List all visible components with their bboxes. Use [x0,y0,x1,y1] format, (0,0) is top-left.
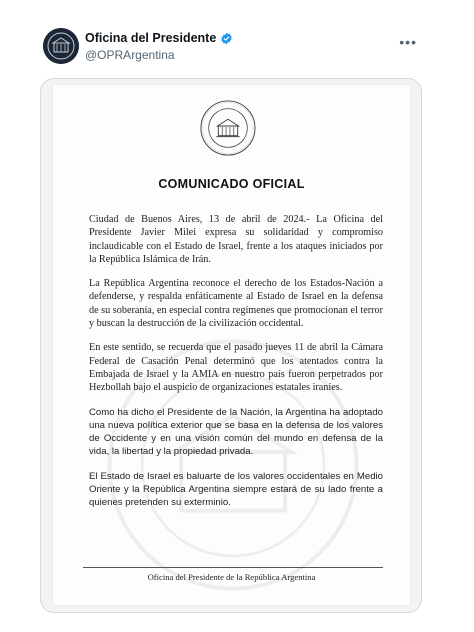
name-line [85,31,233,45]
avatar[interactable] [43,28,79,64]
paragraph-foreign-policy: Como ha dicho el Presidente de la Nación, la Argentina ha adoptado una nueva política exterior que se basa en la defensa de los valores de Occidente y en una visión común del mundo en defensa de la vida, la libertad y la propiedad privada. [89,406,383,458]
paragraph-amia: En este sentido, se recuerda que el pasado jueves 11 de abril la Cámara Federal de Casación Penal determinó que los atentados contra la Embajada de Israel y la AMIA en nuestro país fueron perpetrados por Hezbollah bajo el auspicio de organizaciones estatales iraníes. [89,342,383,394]
account-handle[interactable]: @OPRArgentina [85,48,175,62]
presidential-seal-icon [199,99,257,157]
paragraph-israel-bulwark: El Estado de Israel es baluarte de los valores occidentales en Medio Oriente y la República Argentina siempre estará de su lado frente a quienes pretenden su exterminio. [89,470,383,509]
seal-avatar-icon [43,28,79,64]
tweet-header [43,28,433,68]
verified-badge-icon [220,32,233,45]
document-title: COMUNICADO OFICIAL [158,177,305,191]
more-options-icon[interactable]: ••• [399,34,417,50]
paragraph-recognition: La República Argentina reconoce el derecho de los Estados-Nación a defenderse, y respalda enfáticamente al Estado de Israel en la defensa de su soberanía, en especial contra regímenes que promocionan el terror y buscan la destrucción de la civilización occidental. [89,278,383,330]
official-statement-document [53,85,410,605]
paragraph-date: Ciudad de Buenos Aires, 13 de abril de 2024.- La Oficina del Presidente Javier Milei expresa su solidaridad y compromiso inclaudicable con el Estado de Israel, frente a los ataques iniciados por la República Islámica de Irán. [89,214,383,265]
document-body [89,213,383,521]
document-footer: Oficina del Presidente de la República Argentina [147,572,316,582]
footer-divider [83,567,383,568]
tweet-media[interactable] [40,78,422,613]
display-name[interactable]: Oficina del Presidente [85,31,217,45]
